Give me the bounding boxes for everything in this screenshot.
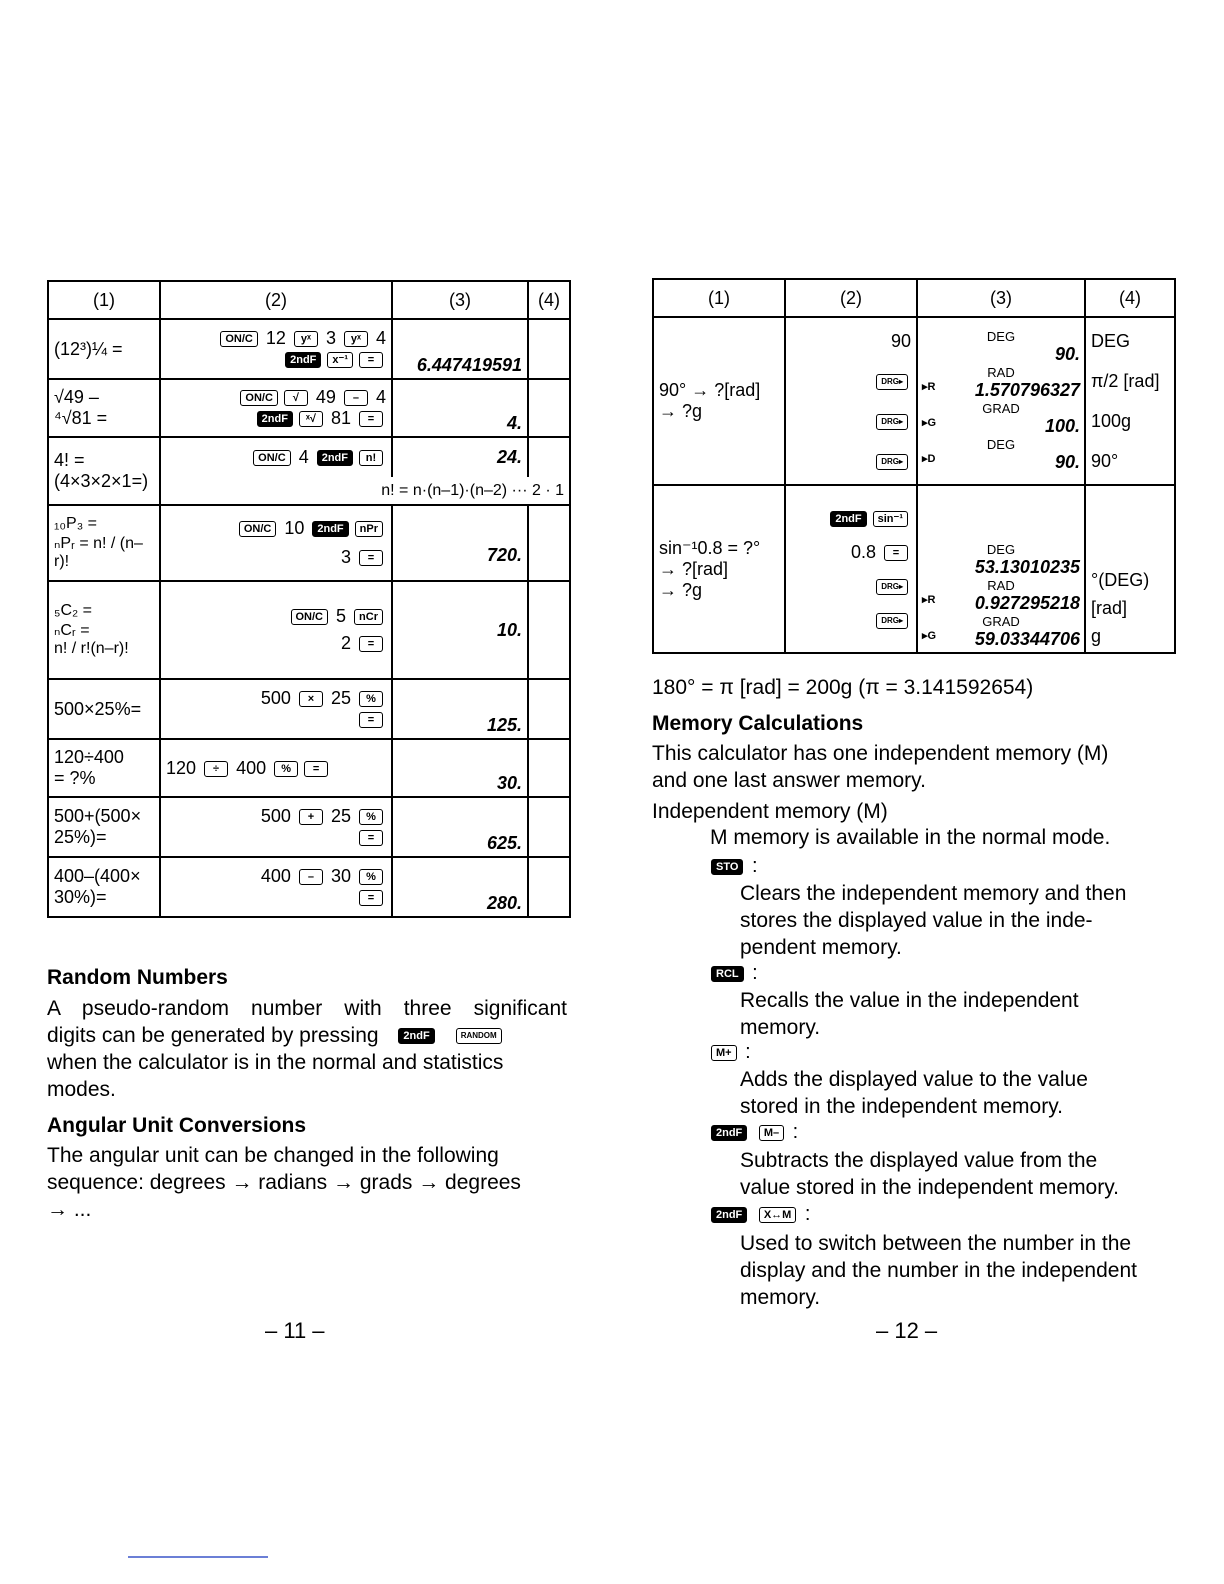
table-row bbox=[48, 379, 570, 437]
expr-cell bbox=[48, 437, 160, 505]
expr: 30%)= bbox=[54, 887, 107, 907]
col-header: (4) bbox=[1085, 279, 1175, 317]
key-num: 10 bbox=[284, 518, 305, 538]
keys-cell bbox=[160, 319, 392, 379]
text-line: memory. bbox=[740, 1286, 821, 1309]
expr: = ?% bbox=[54, 768, 96, 788]
key-equals: = bbox=[359, 830, 383, 846]
key-num: 5 bbox=[336, 606, 347, 626]
key-2ndf: 2ndF bbox=[285, 352, 321, 368]
col-header: (3) bbox=[917, 279, 1085, 317]
key-divide: ÷ bbox=[204, 761, 228, 777]
expr: ₁₀P₃ = bbox=[54, 515, 98, 532]
note: 90° bbox=[1091, 451, 1119, 471]
expr: 400–(400× bbox=[54, 866, 141, 886]
text-line: A pseudo-random number with three significant bbox=[47, 997, 567, 1020]
memory-desc bbox=[740, 1230, 1174, 1311]
key-num: 12 bbox=[265, 328, 286, 348]
right-table-header bbox=[653, 279, 1175, 317]
text-line: memory. bbox=[740, 1016, 821, 1039]
key-equals: = bbox=[359, 550, 383, 566]
key-power: yˣ bbox=[344, 331, 368, 347]
memory-subtext: M memory is available in the normal mode. bbox=[710, 826, 1111, 849]
key-drg: DRG▸ bbox=[876, 374, 908, 390]
key-on-c: ON/C bbox=[253, 450, 291, 466]
unit-label: GRAD bbox=[982, 614, 1020, 629]
key-equals: = bbox=[359, 890, 383, 906]
result-cell: 625. bbox=[392, 797, 528, 857]
result-cell: 10. bbox=[392, 581, 528, 679]
expr-cell bbox=[653, 317, 785, 485]
key-m-plus: M+ bbox=[711, 1045, 737, 1061]
expr: ₙCᵣ = bbox=[54, 622, 90, 639]
memory-desc bbox=[740, 987, 1174, 1041]
text-segment: digits can be generated by pressing bbox=[47, 1024, 379, 1047]
random-heading: Random Numbers bbox=[47, 966, 228, 989]
unit-label: GRAD bbox=[982, 401, 1020, 416]
expr-cell bbox=[48, 739, 160, 797]
text-line: sequence: degrees → radians → grads → degrees bbox=[47, 1171, 521, 1194]
key-drg: DRG▸ bbox=[876, 579, 908, 595]
key-num: 3 bbox=[325, 328, 336, 348]
key-power: yˣ bbox=[294, 331, 318, 347]
unit-label: DEG bbox=[986, 542, 1016, 557]
key-2ndf: 2ndF bbox=[711, 1207, 747, 1223]
key-equals: = bbox=[304, 761, 328, 777]
result-cell bbox=[917, 485, 1085, 653]
key-2ndf: 2ndF bbox=[312, 521, 348, 537]
expr-cell bbox=[48, 581, 160, 679]
note-cell bbox=[528, 679, 570, 739]
note-cell bbox=[528, 437, 570, 477]
table-row bbox=[653, 317, 1175, 485]
memory-subheading: Independent memory (M) bbox=[652, 800, 888, 823]
text-line: The angular unit can be changed in the following bbox=[47, 1144, 499, 1167]
key-num: 500 bbox=[260, 688, 291, 708]
expr: (4×3×2×1=) bbox=[54, 471, 149, 491]
key-num: 90 bbox=[890, 331, 911, 351]
text-line: Recalls the value in the independent bbox=[740, 989, 1079, 1012]
random-paragraph bbox=[47, 995, 567, 1103]
text-line bbox=[47, 1022, 567, 1049]
key-num: 400 bbox=[236, 757, 267, 778]
result-cell: 720. bbox=[392, 505, 528, 581]
expr-cell bbox=[48, 379, 160, 437]
key-equals: = bbox=[359, 352, 383, 368]
expr: 120÷400 bbox=[54, 747, 124, 767]
keys-cell bbox=[160, 679, 392, 739]
text-line: modes. bbox=[47, 1078, 116, 1101]
key-factorial: n! bbox=[359, 450, 383, 466]
page-number-right: – 12 – bbox=[876, 1318, 938, 1343]
mode-arrow: ▸G bbox=[922, 630, 937, 642]
expr: 25%)= bbox=[54, 827, 107, 847]
mode-arrow: ▸R bbox=[922, 594, 936, 606]
page-number-left: – 11 – bbox=[265, 1318, 325, 1343]
key-percent: % bbox=[359, 691, 383, 707]
key-random: RANDOM bbox=[456, 1028, 502, 1044]
unit-label: RAD bbox=[987, 365, 1015, 380]
memory-intro bbox=[652, 740, 1174, 794]
key-percent: % bbox=[274, 761, 298, 777]
memory-key-row: 2ndF X↔M : bbox=[708, 1203, 810, 1226]
key-percent: % bbox=[359, 869, 383, 885]
keys-cell bbox=[160, 857, 392, 917]
text-line: value stored in the independent memory. bbox=[740, 1176, 1120, 1199]
keys-cell bbox=[160, 379, 392, 437]
result-value: 59.03344706 bbox=[974, 629, 1080, 649]
key-num: 0.8 bbox=[850, 542, 876, 562]
note-cell bbox=[528, 379, 570, 437]
expr: ₅C₂ = bbox=[54, 602, 92, 619]
col-header: (1) bbox=[653, 279, 785, 317]
text-line: and one last answer memory. bbox=[652, 769, 926, 792]
key-num: 3 bbox=[340, 547, 351, 567]
expr: n! / r!(n–r)! bbox=[54, 640, 129, 657]
key-arcsin: sin⁻¹ bbox=[873, 511, 908, 527]
text-line: Adds the displayed value to the value bbox=[740, 1068, 1088, 1091]
table-row bbox=[48, 797, 570, 857]
text-line: display and the number in the independent bbox=[740, 1259, 1137, 1282]
table-row bbox=[48, 505, 570, 581]
key-m-minus: M– bbox=[759, 1125, 784, 1141]
key-on-c: ON/C bbox=[291, 609, 329, 625]
expr: (12³)¼ = bbox=[54, 338, 123, 359]
factorial-note: n! = n·(n–1)·(n–2) ··· 2 · 1 bbox=[160, 477, 570, 505]
result-cell: 30. bbox=[392, 739, 528, 797]
key-2ndf: 2ndF bbox=[317, 450, 353, 466]
text-line: → ... bbox=[47, 1198, 92, 1221]
key-minus: – bbox=[299, 869, 323, 885]
mode-arrow: ▸R bbox=[922, 381, 936, 393]
col-header: (3) bbox=[392, 281, 528, 319]
key-drg: DRG▸ bbox=[876, 414, 908, 430]
mode-arrow: ▸D bbox=[922, 453, 936, 465]
key-root: ˣ√ bbox=[299, 411, 323, 427]
expr-cell bbox=[48, 857, 160, 917]
table-row bbox=[48, 739, 570, 797]
note: 100g bbox=[1091, 411, 1132, 431]
note-cell bbox=[528, 505, 570, 581]
unit-label: DEG bbox=[986, 437, 1016, 452]
result-value: 90. bbox=[1054, 452, 1080, 472]
key-num: 400 bbox=[260, 866, 291, 886]
text-line: when the calculator is in the normal and statistics bbox=[47, 1051, 504, 1074]
note: °(DEG) bbox=[1091, 570, 1150, 590]
result-cell: 6.447419591 bbox=[392, 319, 528, 379]
key-on-c: ON/C bbox=[220, 331, 258, 347]
table-row bbox=[48, 319, 570, 379]
keys-cell bbox=[160, 797, 392, 857]
note-cell bbox=[1085, 317, 1175, 485]
text-line: Clears the independent memory and then bbox=[740, 882, 1127, 905]
key-2ndf: 2ndF bbox=[398, 1028, 434, 1044]
key-num: 25 bbox=[330, 688, 351, 708]
expr: √49 – bbox=[54, 387, 99, 407]
table-row bbox=[653, 485, 1175, 653]
table-row bbox=[48, 679, 570, 739]
key-on-c: ON/C bbox=[239, 521, 277, 537]
unit-label: DEG bbox=[986, 329, 1016, 344]
text-line: pendent memory. bbox=[740, 936, 902, 959]
mode-arrow: ▸G bbox=[922, 417, 937, 429]
result-cell: 4. bbox=[392, 379, 528, 437]
text-line: Used to switch between the number in the bbox=[740, 1232, 1132, 1255]
key-equals: = bbox=[359, 411, 383, 427]
note: [rad] bbox=[1091, 598, 1128, 618]
key-plus: + bbox=[299, 809, 323, 825]
left-table-header bbox=[48, 281, 570, 319]
key-drg: DRG▸ bbox=[876, 613, 908, 629]
expr: ₙPᵣ = n! / (n–r)! bbox=[54, 535, 143, 570]
memory-desc bbox=[740, 880, 1174, 961]
key-times: × bbox=[299, 691, 323, 707]
key-on-c: ON/C bbox=[240, 390, 278, 406]
expr: → ?g bbox=[659, 579, 703, 600]
expr-cell bbox=[48, 505, 160, 581]
result-value: 100. bbox=[1044, 416, 1080, 436]
text-line: stored in the independent memory. bbox=[740, 1095, 1063, 1118]
table-row bbox=[48, 857, 570, 917]
col-header: (1) bbox=[48, 281, 160, 319]
key-npr: nPr bbox=[355, 521, 383, 537]
key-num: 49 bbox=[315, 387, 336, 407]
key-num: 4 bbox=[375, 328, 386, 348]
note-cell bbox=[528, 739, 570, 797]
key-num: 2 bbox=[340, 633, 351, 653]
table-row bbox=[48, 437, 570, 477]
note: DEG bbox=[1091, 331, 1131, 351]
keys-cell bbox=[160, 581, 392, 679]
col-header: (2) bbox=[785, 279, 917, 317]
memory-desc bbox=[740, 1147, 1174, 1201]
key-2ndf: 2ndF bbox=[257, 411, 293, 427]
text-line: Subtracts the displayed value from the bbox=[740, 1149, 1098, 1172]
expr: 90° → ?[rad] bbox=[659, 380, 761, 400]
result-value: 53.13010235 bbox=[974, 557, 1080, 577]
key-num: 120 bbox=[166, 757, 197, 778]
keys-cell bbox=[785, 317, 917, 485]
key-ncr: nCr bbox=[354, 609, 383, 625]
col-header: (2) bbox=[160, 281, 392, 319]
note-cell bbox=[528, 857, 570, 917]
key-num: 81 bbox=[330, 408, 351, 428]
memory-key-row: RCL : bbox=[708, 962, 758, 985]
memory-key-row: STO : bbox=[708, 855, 758, 878]
note: g bbox=[1091, 626, 1102, 646]
result-value: 90. bbox=[1054, 344, 1080, 364]
angle-formula: 180° = π [rad] = 200g (π = 3.141592654) bbox=[652, 676, 1034, 699]
note-cell bbox=[528, 797, 570, 857]
key-num: 30 bbox=[330, 866, 351, 886]
note-cell bbox=[528, 319, 570, 379]
expr-cell bbox=[48, 797, 160, 857]
result-value: 0.927295218 bbox=[974, 593, 1080, 613]
key-equals: = bbox=[884, 545, 908, 561]
key-2ndf: 2ndF bbox=[711, 1125, 747, 1141]
right-calc-table bbox=[652, 278, 1176, 654]
result-cell: 125. bbox=[392, 679, 528, 739]
key-num: 25 bbox=[330, 806, 351, 826]
unit-label: RAD bbox=[987, 578, 1015, 593]
key-rcl: RCL bbox=[711, 966, 744, 982]
key-percent: % bbox=[359, 809, 383, 825]
memory-key-row: M+ : bbox=[708, 1041, 751, 1064]
note: π/2 [rad] bbox=[1091, 371, 1160, 391]
keys-cell bbox=[785, 485, 917, 653]
table-row bbox=[48, 581, 570, 679]
text-line: This calculator has one independent memory (M) bbox=[652, 742, 1109, 765]
key-2ndf: 2ndF bbox=[830, 511, 866, 527]
expr: 4! = bbox=[54, 450, 85, 470]
key-x-m: X↔M bbox=[759, 1207, 797, 1223]
result-value: 1.570796327 bbox=[974, 380, 1080, 400]
expr: → ?g bbox=[659, 401, 703, 421]
expr: 500+(500× bbox=[54, 806, 142, 826]
result-cell: 280. bbox=[392, 857, 528, 917]
expr: ⁴√81 = bbox=[54, 408, 108, 428]
key-num: 500 bbox=[260, 806, 291, 826]
angular-paragraph bbox=[47, 1142, 567, 1223]
expr-cell: 500×25%= bbox=[48, 679, 160, 739]
note-cell bbox=[1085, 485, 1175, 653]
key-minus: – bbox=[344, 390, 368, 406]
angular-heading: Angular Unit Conversions bbox=[47, 1114, 307, 1137]
note-cell bbox=[528, 581, 570, 679]
expr: → ?[rad] bbox=[659, 558, 729, 579]
expr-cell bbox=[48, 319, 160, 379]
keys-cell bbox=[160, 437, 392, 477]
result-cell: 24. bbox=[392, 437, 528, 477]
memory-key-row: 2ndF M– : bbox=[708, 1121, 798, 1144]
expr: sin⁻¹0.8 = ?° bbox=[659, 537, 761, 558]
key-equals: = bbox=[359, 636, 383, 652]
footer-rule bbox=[128, 1556, 268, 1558]
keys-cell bbox=[160, 505, 392, 581]
key-equals: = bbox=[359, 712, 383, 728]
expr-cell bbox=[653, 485, 785, 653]
key-sto: STO bbox=[711, 859, 743, 875]
key-drg: DRG▸ bbox=[876, 454, 908, 470]
left-calc-table bbox=[47, 280, 571, 918]
result-cell bbox=[917, 317, 1085, 485]
memory-heading: Memory Calculations bbox=[652, 712, 864, 735]
key-sqrt: √ bbox=[284, 390, 308, 406]
key-reciprocal: x⁻¹ bbox=[327, 352, 353, 368]
key-num: 4 bbox=[298, 447, 309, 467]
col-header: (4) bbox=[528, 281, 570, 319]
memory-desc bbox=[740, 1066, 1174, 1120]
key-num: 4 bbox=[375, 387, 386, 407]
text-line: stores the displayed value in the inde- bbox=[740, 909, 1093, 932]
keys-cell bbox=[160, 739, 392, 797]
